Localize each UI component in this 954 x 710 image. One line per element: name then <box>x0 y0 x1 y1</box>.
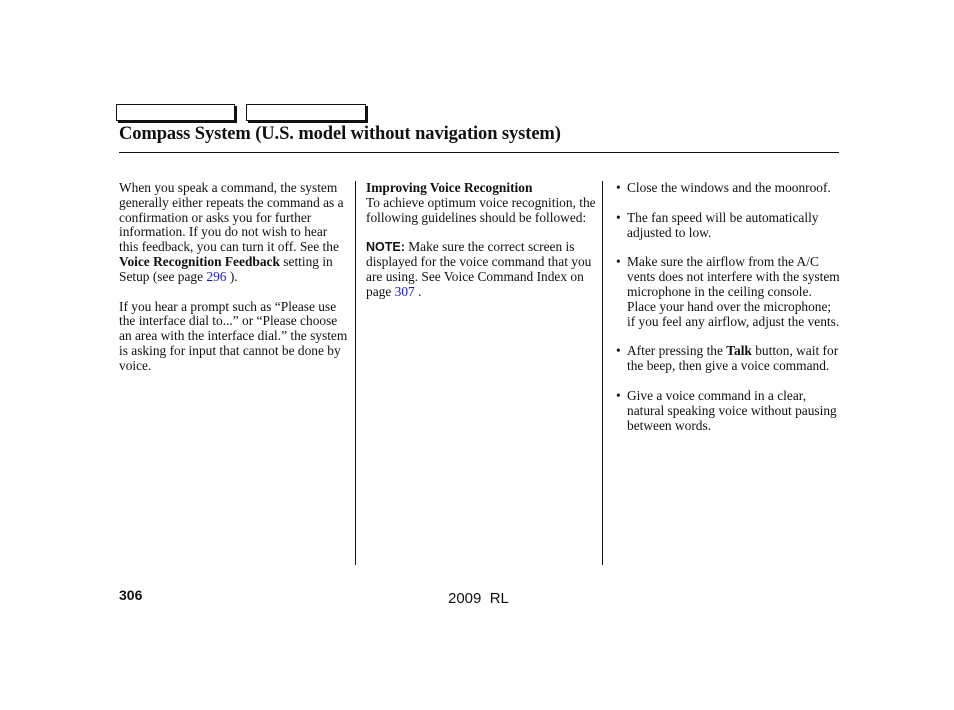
feedback-text-3: ). <box>226 268 238 284</box>
note-text: Make sure the correct screen is displayed for the voice command that you are using. See Voice Command Index on page <box>366 239 592 299</box>
guideline-item <box>616 211 840 241</box>
guideline-text: Give a voice command in a clear, natural speaking voice without pausing between words. <box>627 387 837 433</box>
column-2 <box>366 181 598 315</box>
feedback-text-2: setting in Setup (see page <box>119 253 333 284</box>
guideline-text: Make sure the airflow from the A/C vents does not interfere with the system microphone in the ceiling console. Place your hand over the microphone; if you feel any airflow, adjust the vents. <box>627 254 840 329</box>
improving-section <box>366 181 598 225</box>
guideline-text-2: button, wait for the beep, then give a voice command. <box>627 343 839 374</box>
page-title: Compass System (U.S. model without navigation system) <box>119 124 561 144</box>
guideline-text: After pressing the <box>627 343 727 359</box>
column-divider-2 <box>602 181 603 565</box>
guideline-item <box>616 389 840 433</box>
note-paragraph <box>366 240 598 299</box>
bullet-icon: • <box>616 254 621 270</box>
page-296-link[interactable]: 296 <box>206 268 227 284</box>
title-rule <box>119 152 839 153</box>
guideline-item <box>616 255 840 329</box>
bullet-icon: • <box>616 180 621 195</box>
index-button[interactable] <box>246 104 366 121</box>
guidelines-text: To achieve optimum voice recognition, the following guidelines should be followed: <box>366 194 596 225</box>
note-text-2: . <box>414 283 422 299</box>
column-3 <box>616 181 840 448</box>
guideline-text: Close the windows and the moonroof. <box>627 180 831 195</box>
page-307-link[interactable]: 307 <box>394 283 415 299</box>
main-menu-button[interactable] <box>116 104 235 121</box>
prompt-paragraph: If you hear a prompt such as “Please use the interface dial to...” or “Please choose an area with the interface dial.” the system is asking for input that cannot be done by voice. <box>119 298 348 373</box>
section-heading: Improving Voice Recognition <box>366 180 533 195</box>
model-footer: 2009 RL <box>448 590 509 607</box>
guideline-item <box>616 181 840 196</box>
feedback-text: When you speak a command, the system generally either repeats the command as a confirmation or asks you for further information. If you do not wish to hear this feedback, you can turn it off. See the <box>119 180 344 255</box>
page-number: 306 <box>119 587 143 603</box>
column-1 <box>119 181 349 389</box>
bullet-icon: • <box>616 387 621 403</box>
talk-button-name: Talk <box>726 343 752 359</box>
guideline-item <box>616 344 840 374</box>
guideline-text: The fan speed will be automatically adjusted to low. <box>627 209 819 240</box>
bullet-icon: • <box>616 343 621 359</box>
feedback-paragraph <box>119 181 349 285</box>
note-label: NOTE: <box>366 240 405 255</box>
bullet-icon: • <box>616 209 621 225</box>
feedback-setting-name: Voice Recognition Feedback <box>119 253 280 269</box>
column-divider-1 <box>355 181 356 565</box>
